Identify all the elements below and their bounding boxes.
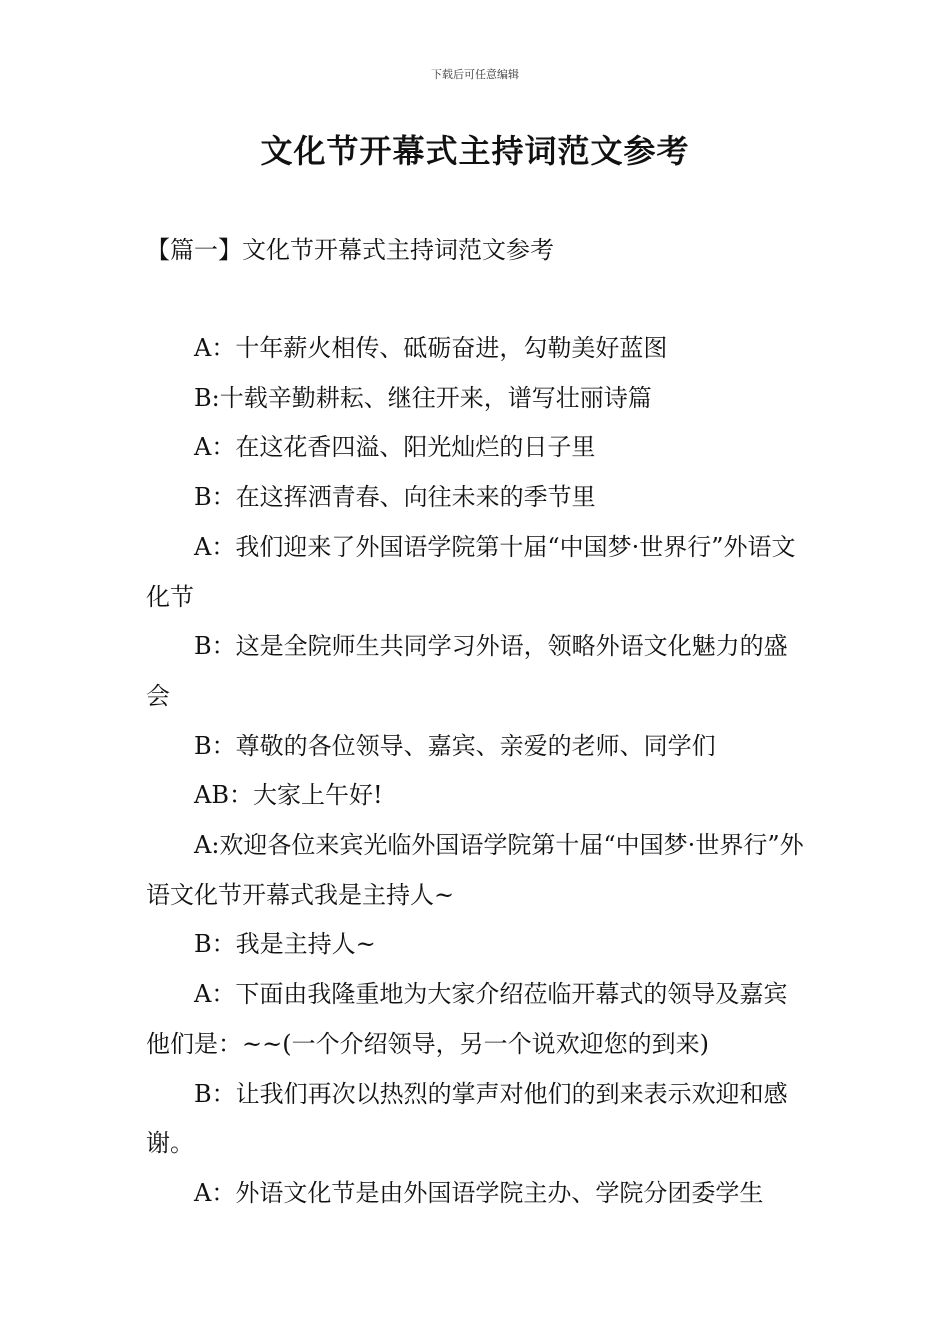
paragraph: B：让我们再次以热烈的掌声对他们的到来表示欢迎和感谢。 — [146, 1079, 788, 1158]
paragraph: B:十载辛勤耕耘、继往开来，谱写壮丽诗篇 — [194, 383, 652, 412]
paragraph: B：我是主持人~ — [194, 930, 376, 959]
document-title: 文化节开幕式主持词范文参考 — [260, 132, 690, 170]
paragraph: B：这是全院师生共同学习外语，领略外语文化魅力的盛会 — [146, 632, 788, 710]
paragraph: A：下面由我隆重地为大家介绍莅临开幕式的领导及嘉宾他们是：~~(一个介绍领导，另一个说欢迎您的到来) — [146, 980, 788, 1058]
paragraph: B：在这挥洒青春、向往未来的季节里 — [194, 483, 596, 512]
paragraph: A:欢迎各位来宾光临外国语学院第十届“中国梦·世界行”外语文化节开幕式我是主持人~ — [146, 831, 804, 909]
document-body — [146, 324, 808, 1219]
header-note: 下载后可任意编辑 — [431, 68, 519, 81]
section-heading: 【篇一】文化节开幕式主持词范文参考 — [146, 236, 554, 264]
paragraph: B：尊敬的各位领导、嘉宾、亲爱的老师、同学们 — [194, 731, 716, 760]
paragraph: A：我们迎来了外国语学院第十届“中国梦·世界行”外语文化节 — [146, 532, 796, 611]
paragraph: A：十年薪火相传、砥砺奋进，勾勒美好蓝图 — [194, 334, 668, 362]
paragraph: A：外语文化节是由外国语学院主办、学院分团委学生 — [194, 1178, 764, 1207]
paragraph: A：在这花香四溢、阳光灿烂的日子里 — [194, 433, 596, 462]
paragraph: AB：大家上午好! — [194, 781, 383, 810]
